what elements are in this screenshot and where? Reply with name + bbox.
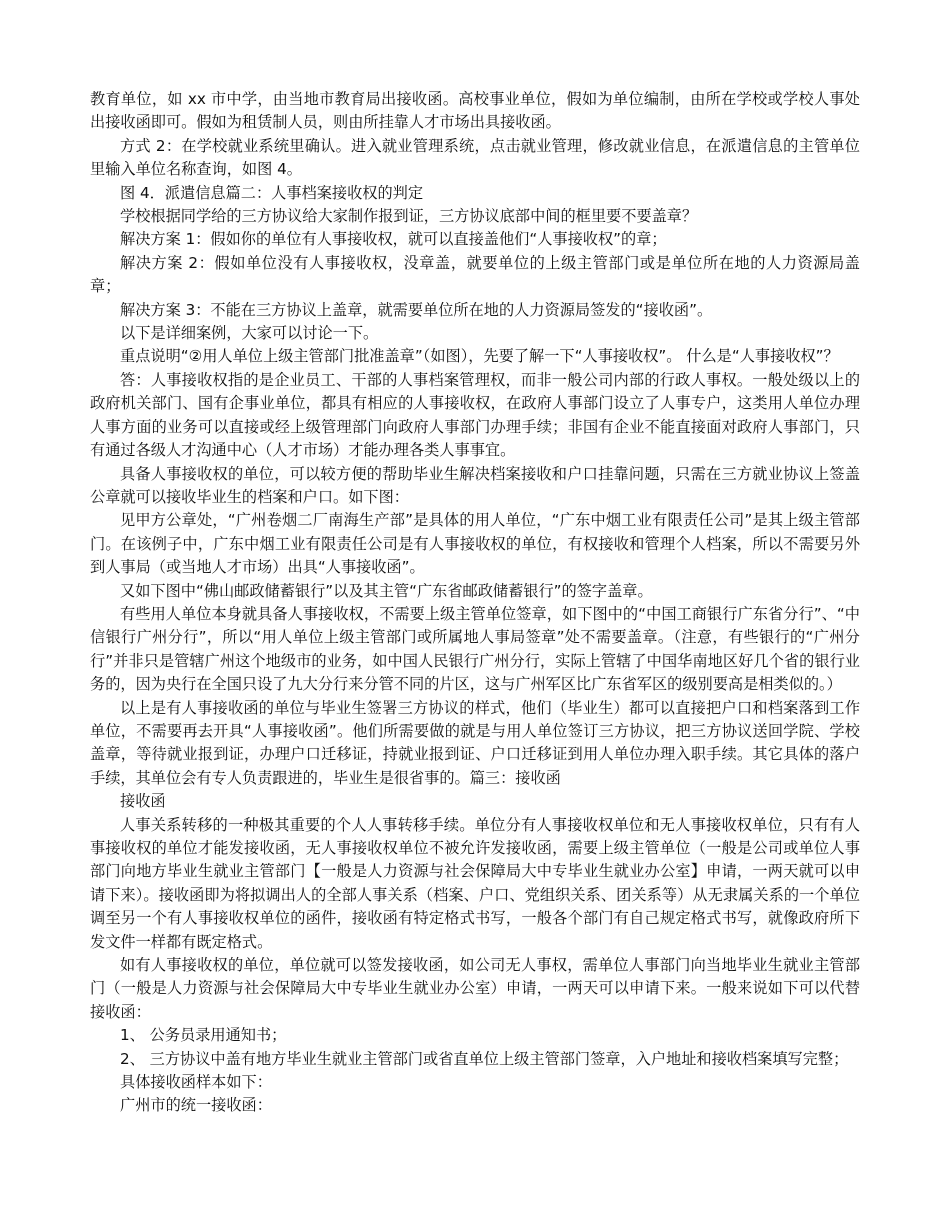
paragraph: 重点说明“②用人单位上级主管部门批准盖章”（如图），先要了解一下“人事接收权”。 什么是“人事接收权”？ xyxy=(120,347,839,366)
paragraph: 教育单位，如 xx 市中学，由当地市教育局出接收函。高校事业单位，假如为单位编制，由所在学校或学校人事处出接收函即可。假如为租赁制人员，则由所挂靠人才市场出具接收函。 xyxy=(90,90,860,132)
paragraph: 答：人事接收权指的是企业员工、干部的人事档案管理权，而非一般公司内部的行政人事权。一般处级以上的政府机关部门、国有企事业单位，都具有相应的人事接收权，在政府人事部门设立了人事专户，这类用人单位办理人事方面的业务可以直接或经上级管理部门向政府人事部门办理手续；非国有企业不能直接面对政府人事部门，只有通过各级人才沟通中心（人才市场）才能办理各类人事事宜。 xyxy=(90,370,860,460)
paragraph: 广州市的统一接收函： xyxy=(120,1096,272,1115)
paragraph: 具备人事接收权的单位，可以较方便的帮助毕业生解决档案接收和户口挂靠问题，只需在三方就业协议上签盖公章就可以接收毕业生的档案和户口。如下图： xyxy=(90,464,860,506)
paragraph: 接收函 xyxy=(120,792,166,811)
paragraph: 又如下图中“佛山邮政储蓄银行”以及其主管“广东省邮政储蓄银行”的签字盖章。 xyxy=(120,581,653,600)
paragraph: 方式 2：在学校就业系统里确认。进入就业管理系统，点击就业管理，修改就业信息，在派遣信息的主管单位里输入单位名称查询，如图 4。 xyxy=(90,136,860,179)
paragraph: 具体接收函样本如下： xyxy=(120,1073,272,1092)
paragraph: 解决方案 2：假如单位没有人事接收权，没章盖，就要单位的上级主管部门或是单位所在地的人力资源局盖章； xyxy=(90,253,860,296)
paragraph: 解决方案 1：假如你的单位有人事接收权，就可以直接盖他们“人事接收权”的章； xyxy=(120,230,667,249)
list-item: 1、 公务员录用通知书； xyxy=(120,1026,287,1045)
paragraph: 以下是详细案例，大家可以讨论一下。 xyxy=(120,324,379,343)
list-item: 2、 三方协议中盖有地方毕业生就业主管部门或省直单位上级主管部门签章，入户地址和接收档案填写完整； xyxy=(120,1049,849,1068)
paragraph: 学校根据同学给的三方协议给大家制作报到证，三方协议底部中间的框里要不要盖章？ xyxy=(120,207,698,226)
paragraph: 如有人事接收权的单位，单位就可以签发接收函，如公司无人事权，需单位人事部门向当地毕业生就业主管部门（一般是人力资源与社会保障局大中专毕业生就业办公室）申请，一两天可以申请下来。一般来说如下可以代替接收函： xyxy=(90,956,860,1021)
paragraph: 见甲方公章处，“广州卷烟二厂南海生产部”是具体的用人单位，“广东中烟工业有限责任公司”是其上级主管部门。在该例子中，广东中烟工业有限责任公司是有人事接收权的单位，有权接收和管理个人档案，所以不需要另外到人事局（或当地人才市场）出具“人事接收函”。 xyxy=(90,511,860,577)
paragraph: 以上是有人事接收函的单位与毕业生签署三方协议的样式，他们（毕业生）都可以直接把户口和档案落到工作单位，不需要再去开具“人事接收函”。他们所需要做的就是与用人单位签订三方协议，把三方协议送回学院、学校盖章，等待就业报到证，办理户口迁移证，持就业报到证、户口迁移证到用人单位办理入职手续。其它具体的落户手续，其单位会有专人负责跟进的，毕业生是很省事的。篇三：接收函 xyxy=(90,698,860,787)
paragraph: 图 4．派遣信息篇二：人事档案接收权的判定 xyxy=(120,183,424,202)
paragraph: 有些用人单位本身就具备人事接收权，不需要上级主管单位签章，如下图中的“中国工商银行广东省分行”、“中信银行广州分行”，所以“用人单位上级主管部门或所属地人事局签章”处不需要盖章。（注意，有些银行的“广州分行”并非只是管辖广州这个地级市的业务，如中国人民银行广州分行，实际上管辖了中国华南地区好几个省的银行业务的，因为央行在全国只设了九大分行来分管不同的片区，这与广州军区比广东省军区的级别要高是相类似的。） xyxy=(90,604,860,694)
paragraph: 解决方案 3：不能在三方协议上盖章，就需要单位所在地的人力资源局签发的“接收函”。 xyxy=(120,300,713,319)
paragraph: 人事关系转移的一种极其重要的个人人事转移手续。单位分有人事接收权单位和无人事接收权单位，只有有人事接收权的单位才能发接收函，无人事接收权单位不被允许发接收函，需要上级主管单位（一般是公司或单位人事部门向地方毕业生就业主管部门【一般是人力资源与社会保障局大中专毕业生就业办公室】申请，一两天就可以申请下来）。接收函即为将拟调出人的全部人事关系（档案、户口、党组织关系、团关系等）从无隶属关系的一个单位调至另一个有人事接收权单位的函件，接收函有特定格式书写，一般各个部门有自己规定格式书写，就像政府所下发文件一样都有既定格式。 xyxy=(90,815,860,951)
